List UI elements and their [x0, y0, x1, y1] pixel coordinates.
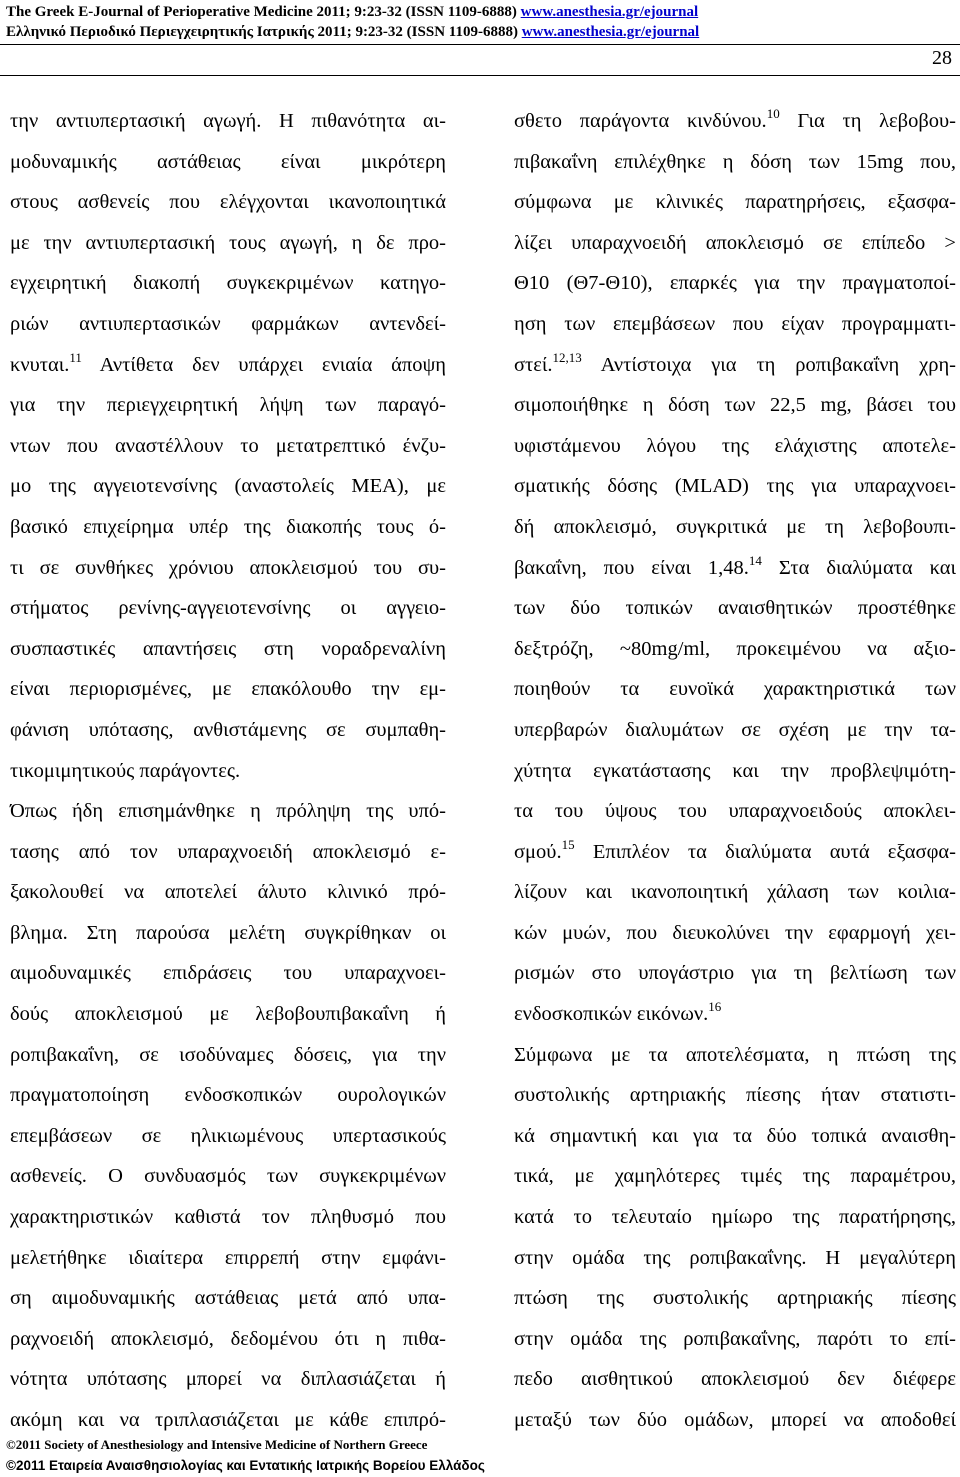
- text-line: [10, 751, 446, 792]
- text-line: [514, 710, 956, 751]
- text-line: [10, 1075, 446, 1116]
- line-text: ντων που αναστέλλουν το μετατρεπτικό ένζυ-: [10, 434, 446, 457]
- text-line: [10, 588, 446, 629]
- line-text: τα του ύψους του υπαραχνοειδούς αποκλει-: [514, 800, 956, 823]
- line-text: στήματος ρενίνης-αγγειοτενσίνης οι αγγειο-: [10, 597, 446, 620]
- text-line: [10, 1359, 446, 1400]
- line-text: ξακολουθεί να αποτελεί άλυτο κλινικό πρό-: [10, 881, 446, 904]
- line-text: στην ομάδα της ροπιβακαΐνης, παρότι το επί-: [514, 1327, 956, 1350]
- text-line: [514, 791, 956, 832]
- line-text: δούς αποκλεισμού με λεβοβουπιβακαΐνη ή: [10, 1003, 446, 1026]
- line-text: βασικό επιχείρημα υπέρ της διακοπής τους ό-: [10, 515, 446, 538]
- citation-superscript: 11: [69, 349, 82, 365]
- line-text: στεί.: [514, 353, 553, 376]
- header-line-greek: [6, 22, 956, 42]
- line-text: αιμοδυναμικές επιδράσεις του υπαραχνοει-: [10, 962, 446, 985]
- text-line: [514, 223, 956, 264]
- line-text: με την αντιυπερτασική τους αγωγή, η δε προ-: [10, 231, 446, 254]
- text-line: [514, 588, 956, 629]
- text-line: [514, 263, 956, 304]
- line-text: βακαΐνη, που είναι 1,48.: [514, 556, 749, 579]
- text-line: [10, 629, 446, 670]
- line-text: πεδο αισθητικού αποκλεισμού δεν διέφερε: [514, 1368, 956, 1391]
- line-text: λίζει υπαραχνοειδή αποκλεισμό σε επίπεδο >: [514, 231, 956, 254]
- line-text: μεταξύ των δύο ομάδων, μπορεί να αποδοθεί: [514, 1409, 956, 1431]
- text-line: [10, 832, 446, 873]
- text-line: [10, 142, 446, 183]
- text-line: [514, 466, 956, 507]
- citation-superscript: 12,13: [552, 349, 582, 365]
- text-line: [10, 994, 446, 1035]
- line-text: ενδοσκοπικών εικόνων.: [514, 1003, 709, 1026]
- line-text: Θ10 (Θ7-Θ10), επαρκές για την πραγματοποί-: [514, 272, 956, 295]
- line-text: κατά το τελευταίο ημίωρο της παρατήρησης,: [514, 1206, 956, 1229]
- line-text: των δύο τοπικών αναισθητικών προστέθηκε: [514, 597, 956, 620]
- text-line: [514, 1359, 956, 1400]
- header-rule: [0, 44, 960, 45]
- text-line: [514, 832, 956, 873]
- line-text: μελετήθηκε ιδιαίτερα επιρρεπή στην εμφάνι-: [10, 1246, 446, 1269]
- line-text: σμού.: [514, 840, 562, 863]
- line-text: ασθενείς. Ο συνδυασμός των συγκεκριμένων: [10, 1165, 446, 1188]
- text-line: [10, 1400, 446, 1441]
- line-text: Όπως ήδη επισημάνθηκε η πρόληψη της υπό-: [10, 800, 446, 823]
- text-line: [10, 1197, 446, 1238]
- text-line: [514, 426, 956, 467]
- text-line: [10, 669, 446, 710]
- line-text: δή αποκλεισμό, συγκριτικά με τη λεβοβουπι-: [514, 515, 956, 538]
- text-line: [10, 710, 446, 751]
- text-line: [514, 385, 956, 426]
- text-line: [514, 953, 956, 994]
- text-line: [514, 182, 956, 223]
- line-text: σματικής δόσης (MLAD) της για υπαραχνοει-: [514, 475, 956, 498]
- line-text: για την περιεγχειρητική λήψη των παραγό-: [10, 394, 446, 417]
- citation-superscript: 14: [748, 552, 762, 568]
- text-line: [10, 1238, 446, 1279]
- text-line: [514, 994, 956, 1035]
- line-text: συστολικής αρτηριακής πίεσης ήταν στατιστι-: [514, 1084, 956, 1107]
- line-text: υπερβαρών διαλυμάτων σε σχέση με την τα-: [514, 718, 956, 741]
- text-line: [10, 1035, 446, 1076]
- text-line: [514, 872, 956, 913]
- text-line: [10, 466, 446, 507]
- line-text-continued: Αντίθετα δεν υπάρχει ενιαία άποψη: [81, 353, 446, 376]
- text-line: [514, 1075, 956, 1116]
- left-text-column: [10, 101, 446, 1441]
- journal-link-en[interactable]: www.anesthesia.gr/ejournal: [520, 4, 699, 20]
- text-line: [10, 548, 446, 589]
- line-text: ροπιβακαΐνη, σε ισοδύναμες δόσεις, για την: [10, 1043, 446, 1066]
- text-line: [10, 872, 446, 913]
- line-text: πραγματοποίηση ενδοσκοπικών ουρολογικών: [10, 1084, 446, 1107]
- citation-superscript: 15: [561, 836, 575, 852]
- text-line: [514, 1035, 956, 1076]
- journal-link-gr[interactable]: www.anesthesia.gr/ejournal: [521, 24, 700, 40]
- line-text: χύτητα εγκατάστασης και την προβλεψιμότη-: [514, 759, 956, 782]
- footer-copyright-gr: ©2011 Εταιρεία Αναισθησιολογίας και Εντατικής Ιατρικής Βορείου Ελλάδος: [6, 1458, 485, 1473]
- line-text: πιβακαΐνη επιλέχθηκε η δόση των 15mg που,: [514, 150, 956, 173]
- line-text: στους ασθενείς που ελέγχονται ικανοποιητικά: [10, 191, 446, 214]
- header-line-english: [6, 2, 956, 22]
- line-text: ρισμών στο υπογάστριο για τη βελτίωση των: [514, 962, 956, 985]
- text-line: [514, 548, 956, 589]
- citation-superscript: 10: [766, 106, 780, 121]
- line-text: κά σημαντική και για τα δύο τοπικά αναισθη-: [514, 1124, 956, 1147]
- text-line: [514, 1400, 956, 1441]
- text-line: [10, 182, 446, 223]
- line-text: τικά, με χαμηλότερες τιμές της παραμέτρου,: [514, 1165, 956, 1188]
- line-text: κνυται.: [10, 353, 70, 376]
- text-line: [10, 507, 446, 548]
- line-text: υφιστάμενου λόγου της ελάχιστης αποτελε-: [514, 434, 956, 457]
- text-line: [514, 1278, 956, 1319]
- text-line: [514, 142, 956, 183]
- header-rule-lower: [0, 75, 960, 76]
- text-line: [514, 751, 956, 792]
- line-text: μο της αγγειοτενσίνης (αναστολείς ΜΕΑ), με: [10, 475, 446, 498]
- text-line: [10, 385, 446, 426]
- line-text: σιμοποιήθηκε η δόση των 22,5 mg, βάσει του: [514, 394, 956, 417]
- text-line: [514, 1116, 956, 1157]
- line-text: ηση των επεμβάσεων που είχαν προγραμματι-: [514, 312, 956, 335]
- text-line: [10, 304, 446, 345]
- text-line: [10, 101, 446, 142]
- text-line: [514, 345, 956, 386]
- header-citation-en: The Greek E-Journal of Perioperative Medicine 2011; 9:23-32 (ISSN 1109-6888): [6, 4, 521, 20]
- line-text: βλημα. Στη παρούσα μελέτη συγκρίθηκαν οι: [10, 921, 446, 944]
- line-text: την αντιυπερτασική αγωγή. Η πιθανότητα αι-: [10, 110, 446, 132]
- text-line: [10, 1278, 446, 1319]
- line-text: τι σε συνθήκες χρόνιου αποκλεισμού του συ-: [10, 556, 446, 579]
- right-text-column: [514, 101, 956, 1441]
- line-text-continued: Επιπλέον τα διαλύματα αυτά εξασφα-: [574, 840, 956, 863]
- line-text: πτώση της συστολικής αρτηριακής πίεσης: [514, 1287, 956, 1310]
- text-line: [514, 669, 956, 710]
- line-text: ριών αντιυπερτασικών φαρμάκων αντενδεί-: [10, 312, 446, 335]
- text-line: [514, 507, 956, 548]
- text-line: [10, 263, 446, 304]
- text-line: [514, 1238, 956, 1279]
- line-text: ακόμη και να τριπλασιάζεται με κάθε επιπρό-: [10, 1409, 446, 1431]
- line-text: σύμφωνα με κλινικές παρατηρήσεις, εξασφα-: [514, 191, 956, 214]
- text-line: [10, 426, 446, 467]
- line-text-continued: Στα διαλύματα και: [761, 556, 957, 579]
- line-text: χαρακτηριστικών καθιστά τον πληθυσμό που: [10, 1206, 446, 1229]
- line-text: δεξτρόζη, ~80mg/ml, προκειμένου να αξιο-: [514, 637, 956, 660]
- line-text-continued: Για τη λεβοβου-: [779, 110, 956, 132]
- line-text: επεμβάσεων σε ηλικιωμένους υπερτασικούς: [10, 1124, 446, 1147]
- line-text: συσπαστικές απαντήσεις στη νοραδρεναλίνη: [10, 637, 446, 660]
- line-text: ση αιμοδυναμικής αστάθειας μετά από υπα-: [10, 1287, 446, 1310]
- text-line: [514, 1156, 956, 1197]
- line-text: τασης από τον υπαραχνοειδή αποκλεισμό ε-: [10, 840, 446, 863]
- line-text: είναι περιορισμένες, με επακόλουθο την εμ-: [10, 678, 446, 701]
- text-line: [514, 913, 956, 954]
- text-line: [10, 1319, 446, 1360]
- text-line: [514, 101, 956, 142]
- page-number: 28: [932, 47, 952, 69]
- line-text: ποιηθούν τα ευνοϊκά χαρακτηριστικά των: [514, 678, 956, 701]
- text-line: [10, 953, 446, 994]
- text-line: [514, 629, 956, 670]
- text-line: [10, 223, 446, 264]
- line-text: μοδυναμικής αστάθειας είναι μικρότερη: [10, 150, 446, 173]
- line-text: κών μυών, που διευκολύνει την εφαρμογή χει-: [514, 921, 956, 944]
- text-line: [10, 1156, 446, 1197]
- line-text: σθετο παράγοντα κινδύνου.: [514, 110, 767, 132]
- line-text: στην ομάδα της ροπιβακαΐνης. Η μεγαλύτερη: [514, 1246, 956, 1269]
- text-line: [10, 791, 446, 832]
- line-text: τικομιμητικούς παράγοντες.: [10, 759, 241, 782]
- text-line: [514, 1197, 956, 1238]
- line-text: Σύμφωνα με τα αποτελέσματα, η πτώση της: [514, 1043, 956, 1066]
- text-line: [514, 304, 956, 345]
- line-text: νότητα υπότασης μπορεί να διπλασιάζεται ή: [10, 1368, 446, 1391]
- line-text: εγχειρητική διακοπή συγκεκριμένων κατηγο-: [10, 272, 446, 295]
- text-line: [10, 1116, 446, 1157]
- line-text: λίζουν και ικανοποιητική χάλαση των κοιλια-: [514, 881, 956, 904]
- header-citation-gr: Ελληνικό Περιοδικό Περιεγχειρητικής Ιατρικής 2011; 9:23-32 (ISSN 1109-6888): [6, 24, 522, 40]
- line-text: φάνιση υπότασης, ανθιστάμενης σε συμπαθη-: [10, 718, 446, 741]
- text-line: [514, 1319, 956, 1360]
- line-text: ραχνοειδή αποκλεισμό, δεδομένου ότι η πιθα-: [10, 1327, 446, 1350]
- text-line: [10, 913, 446, 954]
- line-text-continued: Αντίστοιχα για τη ροπιβακαΐνη χρη-: [581, 353, 956, 376]
- citation-superscript: 16: [708, 999, 722, 1015]
- text-line: [10, 345, 446, 386]
- footer-copyright-en: ©2011 Society of Anesthesiology and Intensive Medicine of Northern Greece: [6, 1437, 428, 1452]
- journal-header: [6, 2, 956, 42]
